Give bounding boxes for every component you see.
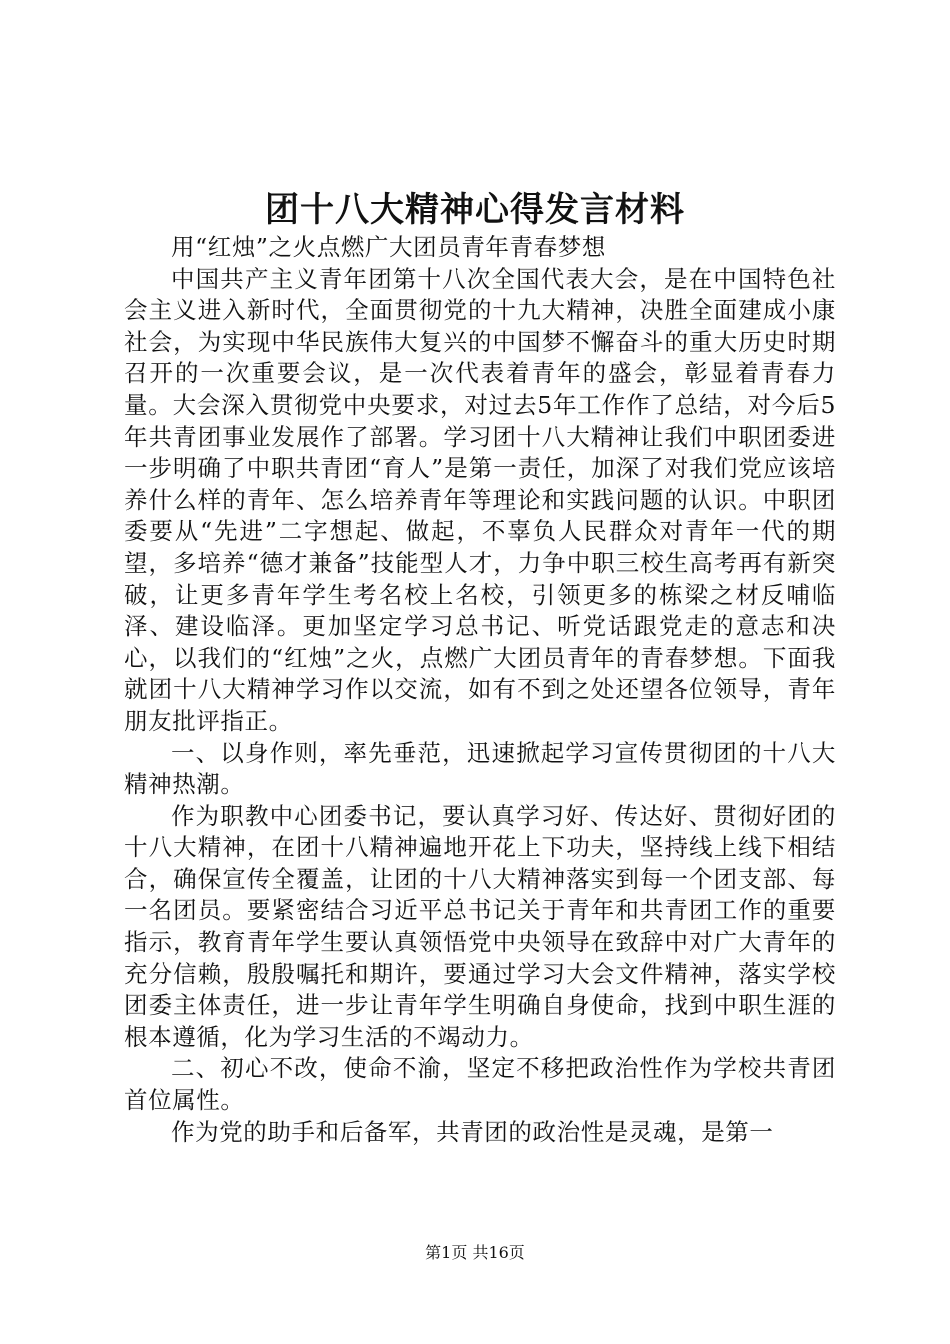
section-heading-2: 二、初心不改，使命不渝，坚定不移把政治性作为学校共青团首位属性。 bbox=[124, 1054, 836, 1115]
document-title: 团十八大精神心得发言材料 bbox=[265, 190, 685, 230]
page-footer: 第1页 共16页 bbox=[425, 1243, 525, 1262]
body-paragraph: 作为职教中心团委书记，要认真学习好、传达好、贯彻好团的十八大精神，在团十八精神遍地开花上下功夫，坚持线上线下相结合，确保宣传全覆盖，让团的十八大精神落实到每一个团支部、每一名团员。要紧密结合习近平总书记关于青年和共青团工作的重要指示，教育青年学生要认真领悟党中央领导在致辞中对广大青年的充分信赖，殷殷嘱托和期许，要通过学习大会文件精神，落实学校团委主体责任，进一步让青年学生明确自身使命，找到中职生涯的根本遵循，化为学习生活的不竭动力。 bbox=[124, 801, 836, 1051]
subtitle-paragraph: 用“红烛”之火点燃广大团员青年青春梦想 bbox=[171, 233, 606, 261]
section-heading-1: 一、以身作则，率先垂范，迅速掀起学习宣传贯彻团的十八大精神热潮。 bbox=[124, 738, 836, 799]
body-paragraph: 中国共产主义青年团第十八次全国代表大会，是在中国特色社会主义进入新时代，全面贯彻党的十九大精神，决胜全面建成小康社会，为实现中华民族伟大复兴的中国梦不懈奋斗的重大历史时期召开的一次重要会议，是一次代表着青年的盛会，彰显着青春力量。大会深入贯彻党中央要求，对过去5年工作作了总结，对今后5年共青团事业发展作了部署。学习团十八大精神让我们中职团委进一步明确了中职共青团“育人”是第一责任，加深了对我们党应该培养什么样的青年、怎么培养青年等理论和实践问题的认识。中职团委要从“先进”二字想起、做起，不辜负人民群众对青年一代的期望，多培养“德才兼备”技能型人才，力争中职三校生高考再有新突破，让更多青年学生考名校上名校，引领更多的栋梁之材反哺临泽、建设临泽。更加坚定学习总书记、听党话跟党走的意志和决心，以我们的“红烛”之火，点燃广大团员青年的青春梦想。下面我就团十八大精神学习作以交流，如有不到之处还望各位领导，青年朋友批评指正。 bbox=[124, 264, 836, 735]
body-paragraph: 作为党的助手和后备军，共青团的政治性是灵魂，是第一 bbox=[171, 1117, 774, 1146]
document-body bbox=[124, 232, 836, 1148]
